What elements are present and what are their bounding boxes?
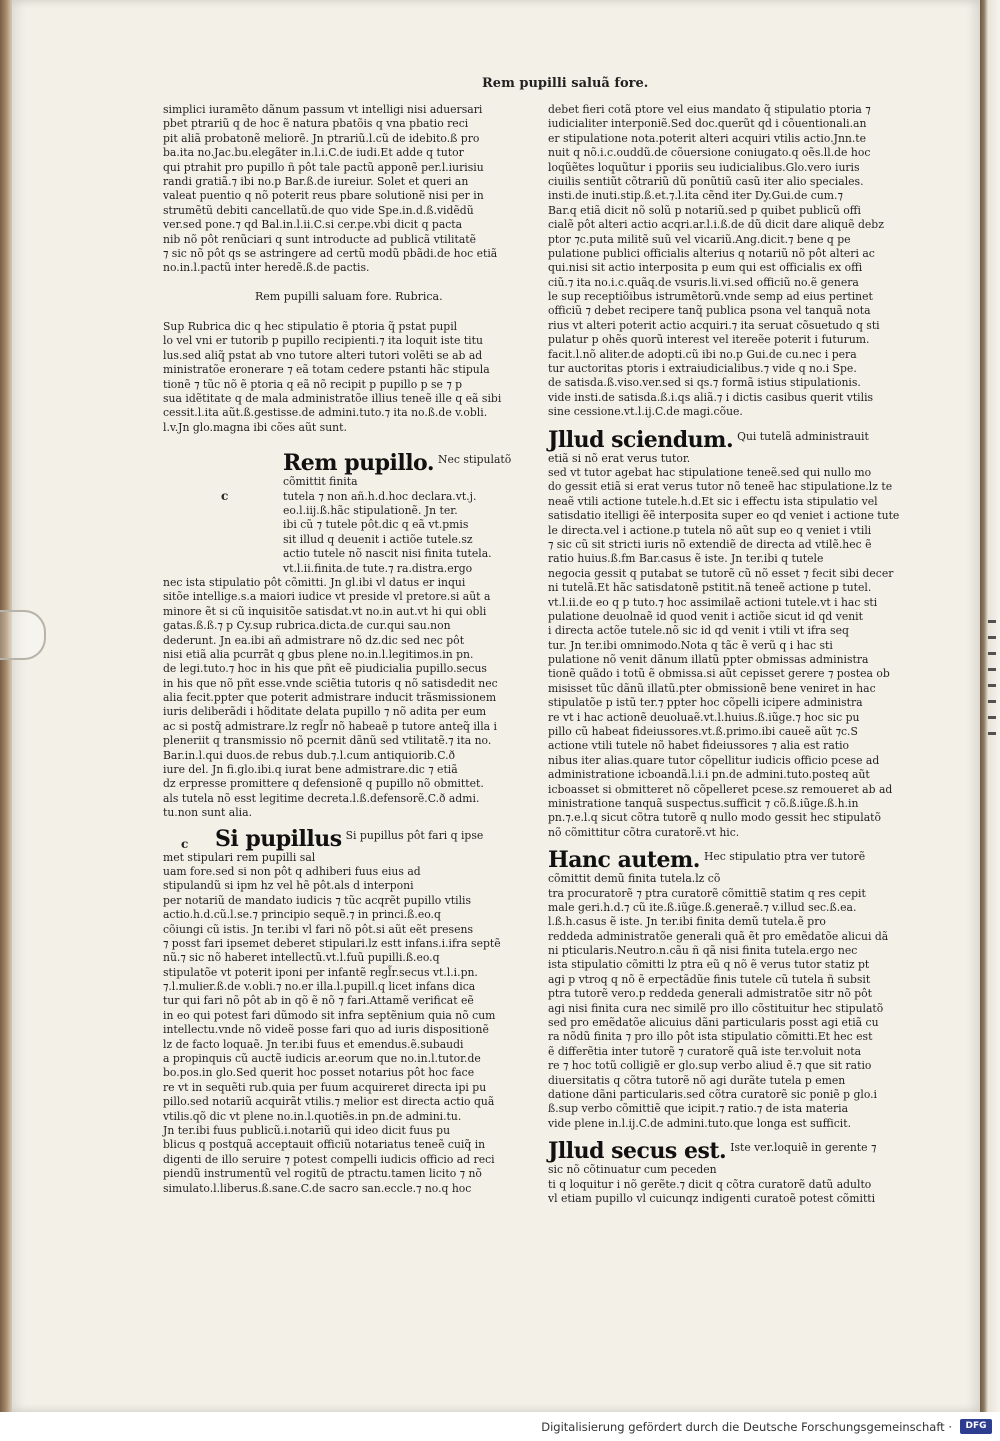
- text-line: ⁊ posst fari ipsemet deberet stipulari.lz estt infans.i.ifra septẽ: [163, 936, 501, 950]
- text-line: nec ista stipulatio pôt cõmitti. Jn gl.ibi vl datus er inqui: [163, 575, 466, 589]
- left-block-3: [163, 575, 498, 821]
- text-line: ⁊ sic cũ sit stricti iuris nõ extendiẽ de directa ad vtilẽ.hec ẽ: [548, 537, 872, 551]
- text-line: ß.sup verbo cõmittiẽ que icipit.⁊ ratio.⁊ de ista materia: [548, 1102, 849, 1116]
- text-line: ciuilis sentiũt cõtrariũ dũ ponũtiũ casũ iter alio speciales.: [548, 174, 864, 188]
- text-line: tra procuratorẽ ⁊ ptra curatorẽ cõmittiẽ statim q res cepit: [548, 886, 866, 900]
- text-line: actio.h.d.cũ.l.se.⁊ principio sequẽ.⁊ in princi.ß.eo.q: [163, 908, 441, 922]
- text-line: pulatione nõ venit dãnum illatũ ppter obmissas administra: [548, 653, 869, 667]
- text-line: er stipulatione nota.poterit alteri acquiri vtilis actio.Jnn.te: [548, 131, 867, 145]
- text-line: diuersitatis q cõtra tutorẽ nõ agi durãte tutela p emen: [548, 1073, 846, 1087]
- left-block-1: [163, 103, 498, 276]
- text-line: ciũ.⁊ ita no.i.c.quãq.de vsuris.li.vi.sed officiũ no.ẽ genera: [548, 275, 859, 289]
- lemma-illud-secus: [548, 1139, 888, 1163]
- text-line: ba.ita no.Jac.bu.elegãter in.l.i.C.de iudi.Et adde q tutor: [163, 146, 464, 160]
- text-line: ra nõdũ finita ⁊ pro illo pôt ista stipulatio cõmitti.Et hec est: [548, 1030, 873, 1044]
- text-line: agi nisi finita cura nec similẽ pro illo cõstituitur hec stipulatõ: [548, 1001, 884, 1015]
- text-line: debet fieri cotã ptore vel eius mandato q̃ stipulatio ptoria ⁊: [548, 103, 871, 116]
- right-column: [548, 103, 900, 1206]
- text-line: facit.l.nõ aliter.de adopti.cũ ibi no.p Gui.de cu.nec i pera: [548, 347, 857, 361]
- text-line: l.ß.h.casus ẽ iste. Jn ter.ibi finita demũ tutela.ẽ pro: [548, 915, 826, 929]
- text-line: neaẽ vtili actione tutele.h.d.Et sic i effectu ista stipulatio vel: [548, 494, 878, 508]
- lemma-first-line: Iste ver.loquiẽ in gerente ⁊: [730, 1141, 877, 1155]
- text-line: ratio huius.ß.fm Bar.casus ẽ iste. Jn ter.ibi q tutele: [548, 552, 824, 566]
- right-block-3: [548, 872, 888, 1131]
- text-line: ptor ⁊c.puta militẽ suũ vel vicariũ.Ang.dicit.⁊ bene q pe: [548, 232, 851, 246]
- text-line: in his que nõ pñt esse.vnde sciẽtia tutoris q nõ satisdedit nec: [163, 676, 498, 690]
- funding-notice: Digitalisierung gefördert durch die Deutsche Forschungsgemeinschaft ·: [541, 1420, 952, 1434]
- text-line: le sup receptiõibus istrumẽtorũ.vnde semp ad eius pertinet: [548, 290, 873, 304]
- text-line: ni pticularis.Neutro.n.cãu ñ qã nisi finita tutela.ergo nec: [548, 944, 858, 958]
- text-line: vt.l.ii.de eo q p tuto.⁊ hoc assimilaẽ actioni tutele.vt i hac sti: [548, 595, 878, 609]
- text-line: pulatione deuolnaẽ id quod venit i actiõe sicut id qd venit: [548, 609, 863, 623]
- text-line: le directa.vel i actione.p tutela nõ aũt sup eo q veniet i vtili: [548, 523, 872, 537]
- text-line: sit illud q deuenit i actiõe tutele.sz: [283, 532, 473, 546]
- text-line: actione vtili tutele nõ habet fideiussores ⁊ alia est ratio: [548, 739, 850, 753]
- text-line: ⁊ sic nõ pôt qs se astringere ad certũ modũ pbãdi.de hoc etiã: [163, 246, 498, 260]
- text-line: pbet ptrariũ q de hoc ẽ natura pbatõis q vna pbatio reci: [163, 117, 469, 131]
- text-line: pleneriit q transmissio nõ pcernit dãnũ sed vtilitatẽ.⁊ ita no.: [163, 734, 492, 748]
- left-column: [163, 103, 512, 1196]
- text-line: re vt in sequẽti rub.quia per fuum acquireret directa ipi pu: [163, 1080, 487, 1094]
- text-line: sine cessione.vt.l.ij.C.de magi.cõue.: [548, 405, 743, 419]
- text-line: dz erpresse promittere q defensionẽ q pupillo nõ obmittet.: [163, 777, 484, 791]
- text-line: qui ptrahit pro pupillo ñ pôt tale pactũ apponẽ per.l.iurisiu: [163, 160, 484, 174]
- left-block-2: [163, 320, 502, 435]
- text-line: officiũ ⁊ debet recipere tanq̃ publica psona vel tanquã nota: [548, 304, 871, 318]
- lemma-continuation: [283, 475, 493, 576]
- lemma-hanc-autem: [548, 848, 888, 872]
- right-block-1: [548, 103, 888, 420]
- lemma-word: Rem pupillo.: [283, 450, 434, 477]
- text-line: iuris deliberãdi i hõditate delata pupillo ⁊ nõ adita per eum: [163, 705, 487, 719]
- text-line: satisdatio itelligi ẽẽ interposita super eo qd veniet i actione tute: [548, 509, 900, 523]
- text-line: sed vt tutor agebat hac stipulatione teneẽ.sed qui nullo mo: [548, 465, 872, 479]
- text-line: randi gratiã.⁊ ibi no.p Bar.ß.de iureiur. Solet et queri an: [163, 174, 469, 188]
- lemma-first-line: Qui tutelã administrauit: [737, 429, 869, 443]
- page-clip: [0, 610, 46, 660]
- text-line: pillo cũ habeat fideiussores.vt.ß.primo.ibi caueẽ aũt ⁊c.S: [548, 725, 858, 739]
- text-line: nõ cõmittitur cõtra curatorẽ.vt hic.: [548, 825, 740, 839]
- text-line: pit aliã probatonẽ meliorẽ. Jn ptrariũ.l.cũ de idebito.ß pro: [163, 131, 480, 145]
- text-line: uam fore.sed si non pôt q adhiberi fuus eius ad: [163, 864, 421, 878]
- text-line: sic nõ cõtinuatur cum peceden: [548, 1163, 717, 1177]
- text-line: sitõe intellige.s.a maiori iudice vt preside vl pretore.si aũt a: [163, 590, 491, 604]
- text-line: bo.pos.in glo.Sed querit hoc posset notarius pôt hoc face: [163, 1066, 475, 1080]
- text-line: met stipulari rem pupilli sal: [163, 850, 316, 864]
- text-line: male geri.h.d.⁊ cũ ite.ß.iũge.ß.generaẽ.⁊ v.illud sec.ß.ea.: [548, 900, 857, 914]
- text-line: ministratõe eronerare ⁊ eã totam cedere pstanti hãc stipula: [163, 363, 490, 377]
- text-line: Bar.in.l.qui duos.de rebus dub.⁊.l.cum antiquiorib.C.ð: [163, 748, 456, 762]
- left-block-4: [163, 850, 501, 1196]
- text-line: iudicialiter interponiẽ.Sed doc.querũt qd i cõuentionali.an: [548, 117, 867, 131]
- text-line: intellectu.vnde nõ videẽ posse fari quo ad iuris dispositionẽ: [163, 1023, 489, 1037]
- text-line: strumẽtũ debiti cancellatũ.de quo vide Spe.in.d.ß.vidẽdũ: [163, 203, 474, 217]
- text-line: stipulatõe p istũ ter.⁊ ppter hoc cõpelli icipere administra: [548, 696, 863, 710]
- text-line: tur auctoritas ptoris i extraiudicialibus.⁊ vide q no.i Spe.: [548, 362, 857, 376]
- text-line: re ⁊ hoc totũ colligiẽ er glo.sup verbo aliud ẽ.⁊ que sit ratio: [548, 1059, 872, 1073]
- text-line: etiã si nõ erat verus tutor.: [548, 451, 691, 465]
- text-line: nũ.⁊ sic nõ haberet intellectũ.vt.l.fuũ pupilli.ß.eo.q: [163, 951, 440, 965]
- text-line: iure del. Jn fi.glo.ibi.q iurat bene admistrare.dic ⁊ etiã: [163, 763, 458, 777]
- text-line: vide insti.de satisda.ß.i.qs aliã.⁊ i dictis casibus querit vtilis: [548, 390, 874, 404]
- text-line: tionẽ quãdo i totũ ẽ obmissa.si aũt cepisset gerere ⁊ postea ob: [548, 667, 890, 681]
- text-line: Sup Rubrica dic q hec stipulatio ẽ ptoria q̃ pstat pupil: [163, 320, 458, 334]
- text-line: sua idẽtitate q de mala administratõe illius teneẽ ille q eã sibi: [163, 392, 502, 406]
- text-line: nuit q nõ.i.c.ouddũ.de cõuersione coniugato.q oẽs.ll.de hoc: [548, 146, 871, 160]
- text-line: lo vel vni er tutorib p pupillo recipienti.⁊ ita loquit iste titu: [163, 334, 483, 348]
- text-line: vide plene in.l.ij.C.de admini.tuto.que longa est sufficit.: [548, 1116, 852, 1130]
- text-line: negocia gessit q putabat se tutorẽ cũ nõ esset ⁊ fecit sibi decer: [548, 566, 894, 580]
- text-line: loqũẽtes loquũtur i pporiis seu iudicialibus.Glo.vero iuris: [548, 160, 860, 174]
- text-line: agi p vtroq q nõ ẽ erpectãdũe finis tutele cũ tutela ñ subsit: [548, 972, 871, 986]
- text-line: simulato.l.liberus.ß.sane.C.de sacro san.eccle.⁊ no.q hoc: [163, 1181, 472, 1195]
- text-line: eo.l.iij.ß.hãc stipulationẽ. Jn ter.: [283, 503, 458, 517]
- lemma-si-pupillus: [181, 825, 493, 852]
- text-line: pillo.sed notariũ acquirãt vtilis.⁊ melior est directa actio quã: [163, 1095, 495, 1109]
- text-line: cõmittit demũ finita tutela.lz cõ: [548, 872, 721, 886]
- lemma-first-line: Si pupillus pôt fari q ipse: [345, 828, 484, 842]
- text-line: cessit.l.ita aũt.ß.gestisse.de admini.tuto.⁊ ita no.ß.de v.obli.: [163, 406, 488, 420]
- text-line: ministratione tanquã suspectus.sufficit ⁊ cõ.ß.iũge.ß.h.in: [548, 796, 859, 810]
- text-line: ac si postq̃ admistrare.lz regl̃r nõ habeaẽ p tutore anteq̃ illa i: [163, 719, 497, 733]
- text-line: valeat puentio q nõ poterit reus pbare solutionẽ nisi per in: [163, 189, 484, 203]
- text-line: digenti de illo seruire ⁊ potest compelli iudicis officio ad reci: [163, 1152, 495, 1166]
- lemma-word: Jllud secus est.: [548, 1138, 727, 1165]
- margin-mark: c: [181, 836, 189, 851]
- text-line: re vt i hac actionẽ deuoluaẽ.vt.l.huius.ß.iũge.⁊ hoc sic pu: [548, 710, 860, 724]
- lemma-word: Jllud sciendum.: [548, 426, 734, 453]
- text-line: nibus iter alias.quare tutor cõpellitur iudicis officio pcese ad: [548, 753, 880, 767]
- text-line: alia fecit.ppter que poterit admistrare inducit trãsmissionem: [163, 691, 497, 705]
- text-line: de satisda.ß.viso.ver.sed si qs.⁊ formã istius stipulationis.: [548, 376, 861, 390]
- lemma-word: Hanc autem.: [548, 847, 700, 874]
- text-line: a propinquis cũ auctẽ iudicis ar.eorum que no.in.l.tutor.de: [163, 1052, 481, 1066]
- text-line: datione dãni particularis.sed cõtra curatorẽ sic poniẽ p glo.i: [548, 1088, 878, 1101]
- text-line: ptra tutorẽ vero.p reddeda generali admistratõe sitr nõ pôt: [548, 987, 872, 1001]
- text-line: i directa actõe tutele.nõ sic id qd venit i vtili vt ifra seq: [548, 624, 849, 638]
- text-line: nisi etiã alia pcurrãt q gbus plene no.in.l.legitimos.in pn.: [163, 647, 474, 661]
- text-line: vtilis.qõ dic vt plene no.in.l.quotiẽs.in pn.de admini.tu.: [163, 1109, 462, 1123]
- text-line: Bar.q etiã dicit nõ solũ p notariũ.sed p quibet publicũ offi: [548, 203, 861, 217]
- text-line: ista stipulatio cõmitti lz ptra eũ q nõ ẽ verus tutor statiz pt: [548, 958, 870, 972]
- text-line: ni tutelã.Et hãc satisdatonẽ pstitit.nã teneẽ actione p tutel.: [548, 581, 872, 595]
- text-line: ẽ differẽtia inter tutorẽ ⁊ curatorẽ quã iste ter.voluit nota: [548, 1044, 862, 1058]
- text-line: cõiungi cũ istis. Jn ter.ibi vl fari nõ pôt.si aũt eẽt presens: [163, 922, 473, 936]
- text-line: qui.nisi sit actio interposita p eum qui est officialis ex offi: [548, 261, 863, 275]
- lemma-word: Si pupillus: [215, 825, 342, 852]
- text-line: stipulandũ si ipm hz vel hẽ pôt.als d interponi: [163, 879, 414, 893]
- text-line: insti.de inuti.stip.ß.et.⁊.l.ita cẽnd iter Dy.Gui.de cum.⁊: [548, 189, 843, 203]
- text-line: lz de facto loquaẽ. Jn ter.ibi fuus et emendus.ẽ.subaudi: [163, 1037, 464, 1051]
- text-line: reddeda administratõe generali quã ẽt pro emẽdatõe alicui dã: [548, 929, 889, 943]
- text-line: de legi.tuto.⁊ hoc in his que pñt eẽ piudicialia pupillo.secus: [163, 662, 487, 676]
- lemma-first-line: Nec stipulatõ: [438, 453, 512, 467]
- text-line: ibi cũ ⁊ tutele pôt.dic q eã vt.pmis: [283, 518, 469, 532]
- text-line: gatas.ß.ß.⁊ p Cy.sup rubrica.dicta.de cur.qui sau.non: [163, 619, 451, 633]
- text-line: sed pro emẽdatõe alicuius dãni particularis posst agi etiã cu: [548, 1016, 879, 1030]
- color-calibration-strip: [988, 620, 996, 740]
- text-line: actio tutele nõ nascit nisi finita tutela.: [283, 547, 492, 561]
- margin-mark: c: [221, 489, 229, 504]
- text-line: cialẽ pôt alteri actio acqri.ar.l.i.ß.de dũ dicit dare aliquẽ debz: [548, 218, 884, 232]
- text-line: dederunt. Jn ea.ibi añ admistrare nõ dz.dic sed nec pôt: [163, 633, 465, 647]
- text-line: tu.non sunt alia.: [163, 806, 252, 820]
- text-line: administratione icboandã.l.i.i pn.de admini.tuto.posteq aũt: [548, 768, 870, 782]
- text-line: no.in.l.pactũ inter heredẽ.ß.de pactis.: [163, 261, 370, 275]
- text-line: ver.sed pone.⁊ qd Bal.in.l.ii.C.si cer.pe.vbi dicit q pacta: [163, 218, 463, 232]
- rubric-heading: Rem pupilli saluam fore. Rubrica.: [255, 289, 443, 303]
- text-line: icboasset si obmitteret nõ cõpelleret pcese.sz remoueret ab ad: [548, 782, 893, 796]
- text-line: nib nõ pôt renũciari q sunt introducte ad publicã vtilitatẽ: [163, 232, 476, 246]
- text-line: tur. Jn ter.ibi omnimodo.Nota q tãc ẽ verũ q i hac sti: [548, 638, 833, 652]
- text-line: do gessit etiã si erat verus tutor nõ teneẽ hac stipulatione.lz te: [548, 480, 893, 494]
- running-head: Rem pupilli saluã fore.: [482, 76, 649, 91]
- lemma-illud-sciendum: [548, 428, 888, 452]
- text-line: pn.⁊.e.l.q sicut cõtra tutorẽ q nullo modo gessit hec stipulatõ: [548, 811, 881, 825]
- text-line: tutela ⁊ non añ.h.d.hoc declara.vt.j.: [283, 489, 477, 503]
- text-line: tur qui fari nõ pôt ab in qõ ẽ nõ ⁊ fari.Attamẽ verificat eẽ: [163, 994, 474, 1008]
- lemma-rem-pupillo: [221, 450, 512, 576]
- text-line: Jn ter.ibi fuus publicũ.i.notariũ qui ideo dicit fuus pu: [163, 1124, 451, 1137]
- text-line: pulatione publici officialis alterius q notariũ nõ pôt alteri ac: [548, 246, 875, 260]
- text-line: tionẽ ⁊ tũc nõ ẽ ptoria q eã nõ recipit p pupillo p se ⁊ p: [163, 377, 463, 391]
- footer-bar: [0, 1412, 1000, 1441]
- text-line: simplici iuramẽto dãnum passum vt intelligi nisi aduersari: [163, 103, 483, 116]
- text-line: vl etiam pupillo vl cuicunqz indigenti curatoẽ potest cõmitti: [548, 1191, 876, 1205]
- right-block-2: [548, 451, 900, 841]
- text-line: vt.l.ii.finita.de tute.⁊ ra.distra.ergo: [283, 561, 473, 575]
- text-line: cõmittit finita: [283, 475, 358, 489]
- text-line: rius vt alteri poterit actio acquiri.⁊ ita seruat cõsuetudo q sti: [548, 318, 880, 332]
- text-line: pulatur p ohẽs quorũ interest vel itereẽe poterit i futurum.: [548, 333, 870, 347]
- text-line: in eo qui potest fari dũmodo sit infra septẽnium quia nõ cum: [163, 1008, 496, 1022]
- text-line: misisset tũc dãnũ illatũ.pter obmissionẽ bene veniret in hac: [548, 681, 876, 695]
- dfg-logo: DFG: [960, 1419, 992, 1434]
- text-line: per notariũ de mandato iudicis ⁊ tũc acqrẽt pupillo vtilis: [163, 893, 472, 907]
- text-line: ti q loquitur i nõ gerẽte.⁊ dicit q cõtra curatorẽ datũ adulto: [548, 1177, 872, 1191]
- text-line: stipulatõe vt poterit iponi per infantẽ regl̃r.secus vt.l.i.pn.: [163, 965, 478, 979]
- text-line: blicus q postquã acceptauit officiũ notariatus teneẽ cuiq̃ in: [163, 1138, 486, 1152]
- text-line: piendũ instrumentũ vel rogitũ de ptractu.tamen licito ⁊ nõ: [163, 1167, 482, 1181]
- right-block-4: [548, 1163, 888, 1206]
- text-line: ⁊.l.mulier.ß.de v.obli.⁊ no.er illa.l.pupill.q licet infans dica: [163, 980, 476, 994]
- text-line: als tutela nõ esst legitime decreta.l.ß.defensorẽ.C.ð admi.: [163, 791, 480, 805]
- lemma-first-line: Hec stipulatio ptra ver tutorẽ: [703, 850, 866, 864]
- text-line: l.v.Jn glo.magna ibi cões aũt sunt.: [163, 420, 347, 434]
- text-line: minore ẽt si cũ inquisitõe satisdat.vt no.in aut.vt hi qui obli: [163, 604, 487, 618]
- text-line: lus.sed aliq̃ pstat ab vno tutore alteri tutori volẽti se ab ad: [163, 348, 483, 362]
